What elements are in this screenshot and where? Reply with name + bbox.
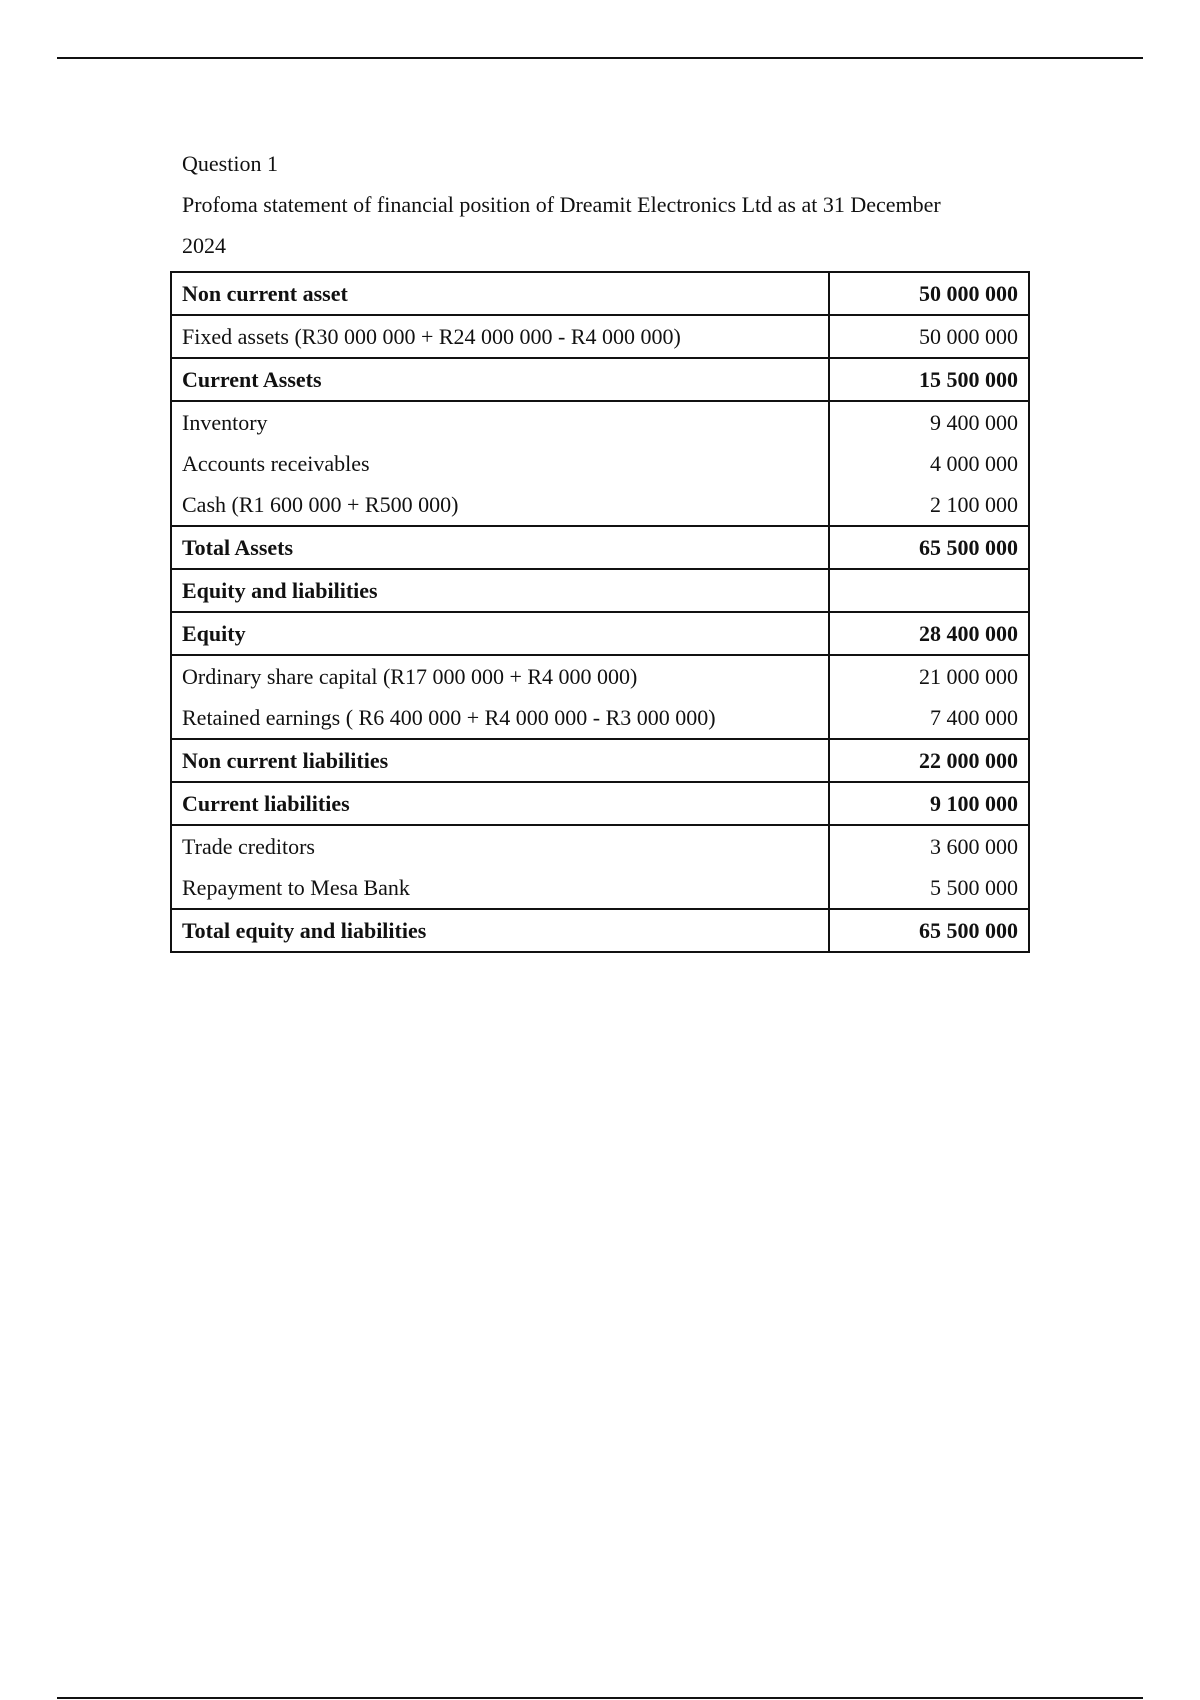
row-label: Non current asset xyxy=(171,272,829,315)
row-amount: 65 500 000 xyxy=(829,526,1029,569)
row-label: Inventory xyxy=(171,401,829,443)
table-row xyxy=(171,697,1029,739)
row-label: Cash (R1 600 000 + R500 000) xyxy=(171,484,829,526)
table-row xyxy=(171,909,1029,952)
row-amount: 2 100 000 xyxy=(829,484,1029,526)
statement-title xyxy=(182,184,1032,266)
row-amount: 7 400 000 xyxy=(829,697,1029,739)
row-label: Repayment to Mesa Bank xyxy=(171,867,829,909)
row-label: Current liabilities xyxy=(171,782,829,825)
financial-position-table xyxy=(170,271,1030,953)
document-body xyxy=(182,143,1032,266)
row-label: Current Assets xyxy=(171,358,829,401)
table-row xyxy=(171,739,1029,782)
header-rule xyxy=(57,57,1143,59)
row-label: Accounts receivables xyxy=(171,443,829,484)
table-row xyxy=(171,867,1029,909)
table-row xyxy=(171,272,1029,315)
row-label: Equity xyxy=(171,612,829,655)
row-amount: 9 400 000 xyxy=(829,401,1029,443)
row-amount: 4 000 000 xyxy=(829,443,1029,484)
row-amount: 3 600 000 xyxy=(829,825,1029,867)
row-label: Retained earnings ( R6 400 000 + R4 000 000 - R3 000 000) xyxy=(171,697,829,739)
row-label: Trade creditors xyxy=(171,825,829,867)
table-row xyxy=(171,782,1029,825)
row-amount: 65 500 000 xyxy=(829,909,1029,952)
row-label: Total Assets xyxy=(171,526,829,569)
table-row xyxy=(171,569,1029,612)
row-amount xyxy=(829,569,1029,612)
table-row xyxy=(171,655,1029,697)
row-amount: 21 000 000 xyxy=(829,655,1029,697)
row-amount: 15 500 000 xyxy=(829,358,1029,401)
row-label: Fixed assets (R30 000 000 + R24 000 000 - R4 000 000) xyxy=(171,315,829,358)
row-label: Non current liabilities xyxy=(171,739,829,782)
table-row xyxy=(171,612,1029,655)
table-row xyxy=(171,526,1029,569)
row-amount: 9 100 000 xyxy=(829,782,1029,825)
table-row xyxy=(171,315,1029,358)
row-label: Ordinary share capital (R17 000 000 + R4 000 000) xyxy=(171,655,829,697)
row-amount: 5 500 000 xyxy=(829,867,1029,909)
row-amount: 28 400 000 xyxy=(829,612,1029,655)
table-row xyxy=(171,443,1029,484)
statement-title-line-1: Profoma statement of financial position of Dreamit Electronics Ltd as at 31 December xyxy=(182,192,941,217)
table-row xyxy=(171,484,1029,526)
row-label: Equity and liabilities xyxy=(171,569,829,612)
table-row xyxy=(171,358,1029,401)
row-amount: 50 000 000 xyxy=(829,315,1029,358)
row-label: Total equity and liabilities xyxy=(171,909,829,952)
footer-rule xyxy=(57,1697,1143,1699)
question-label: Question 1 xyxy=(182,151,278,176)
row-amount: 50 000 000 xyxy=(829,272,1029,315)
table-row xyxy=(171,825,1029,867)
table-row xyxy=(171,401,1029,443)
statement-title-line-2: 2024 xyxy=(182,233,226,258)
row-amount: 22 000 000 xyxy=(829,739,1029,782)
